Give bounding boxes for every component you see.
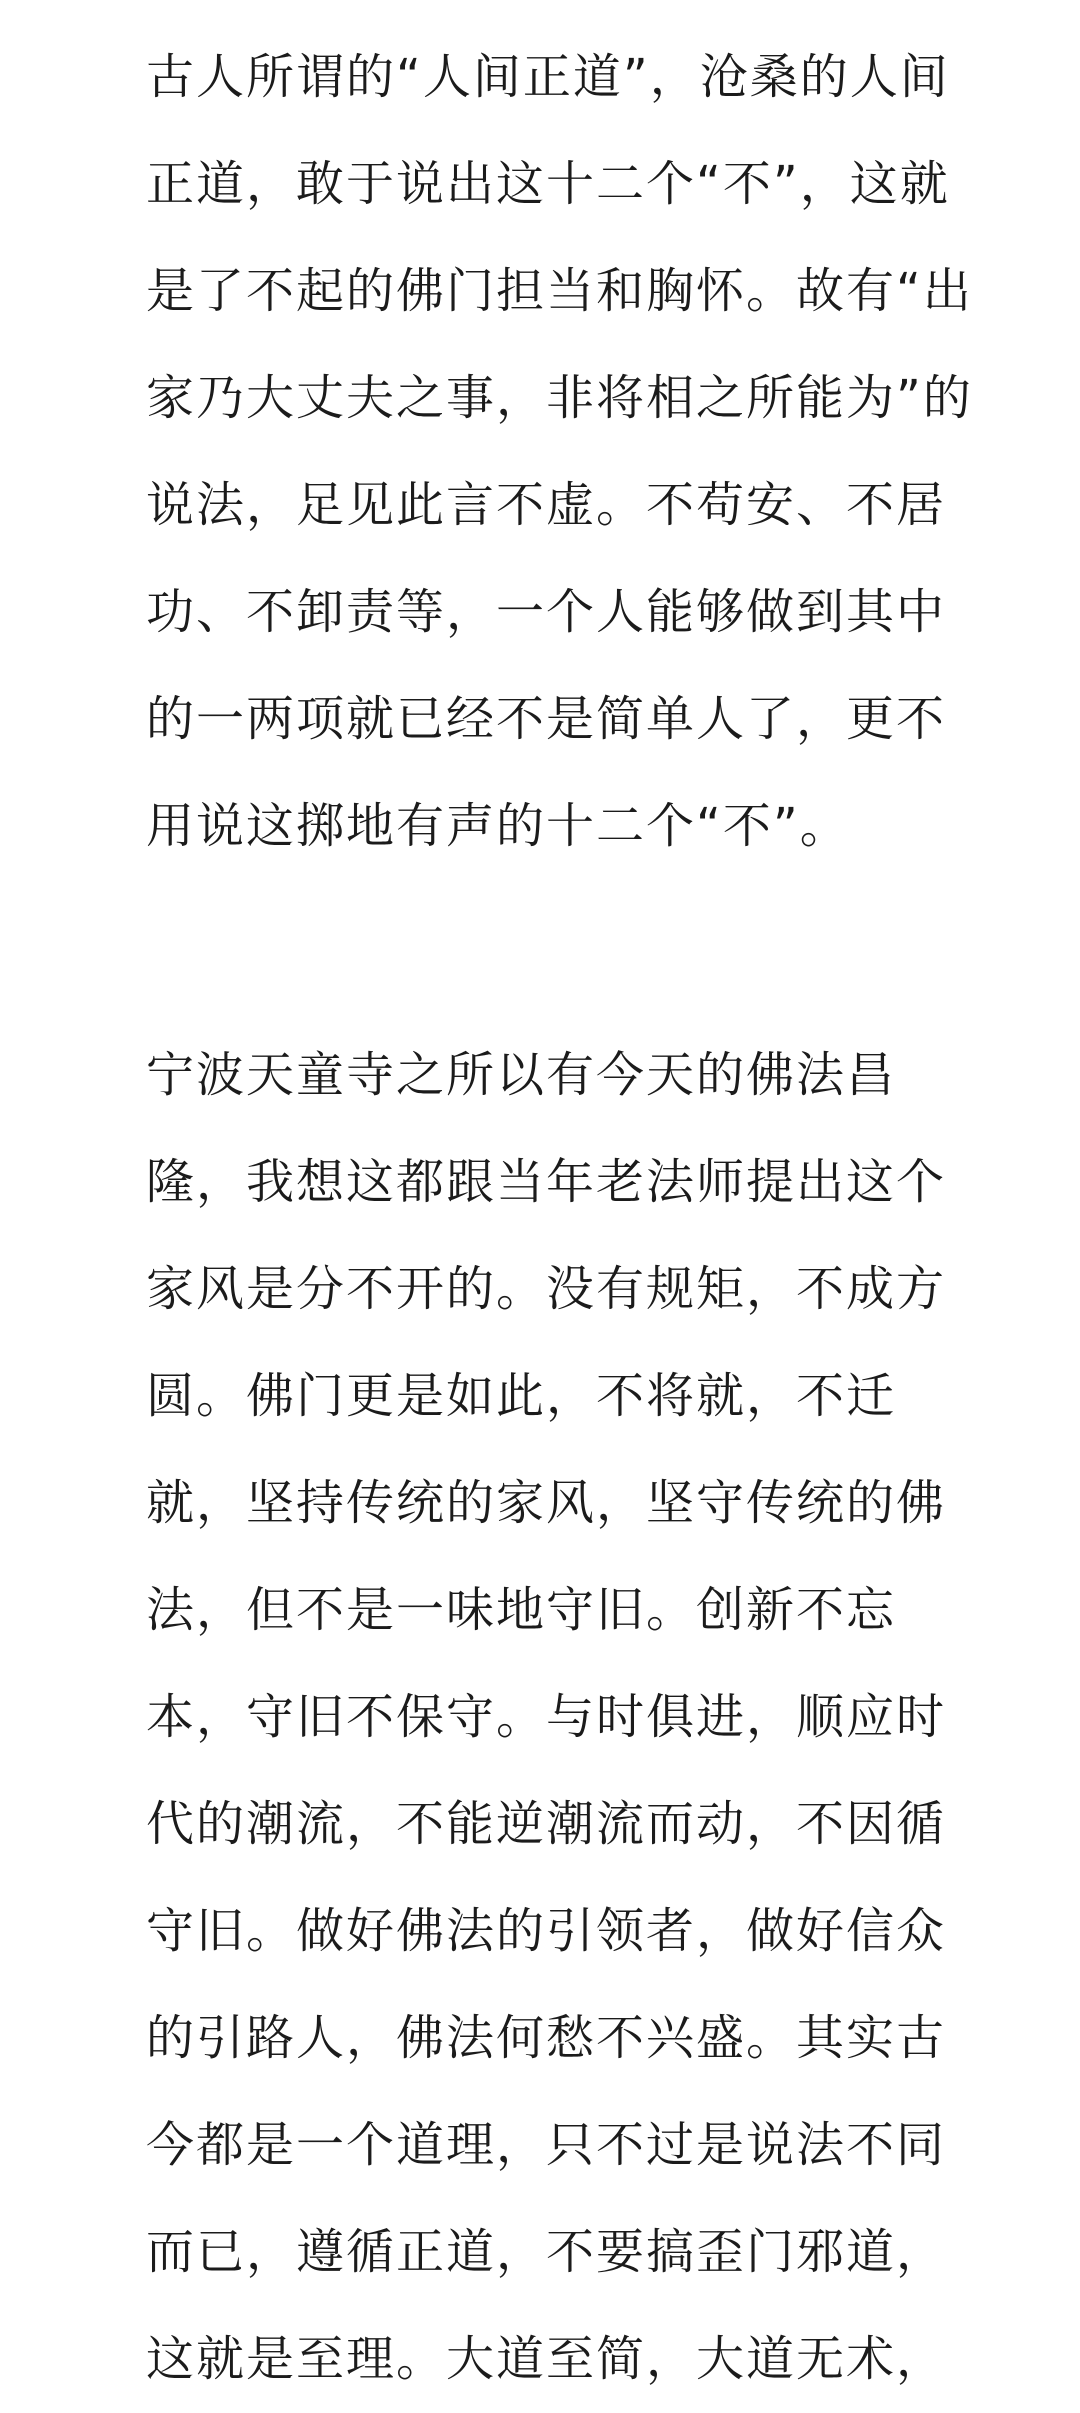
paragraph-2 <box>146 880 946 2413</box>
text-line: 的一两项就已经不是简单人了，更不 <box>146 691 947 747</box>
text-line: 就，坚持传统的家风，坚守传统的佛 <box>146 1475 947 1531</box>
text-line: 的引路人，佛法何愁不兴盛。其实古 <box>146 2010 947 2066</box>
text-line: 用说这掷地有声的十二个“不”。 <box>146 798 850 854</box>
text-line: 正道，敢于说出这十二个“不”，这就 <box>146 156 950 212</box>
text-line: 代的潮流，不能逆潮流而动，不因循 <box>146 1796 947 1852</box>
text-line: 家风是分不开的。没有规矩，不成方 <box>146 1261 947 1317</box>
article-body <box>146 0 973 2413</box>
text-line: 今都是一个道理，只不过是说法不同 <box>146 2117 947 2173</box>
text-line: 法，但不是一味地守旧。创新不忘 <box>146 1582 897 1638</box>
text-line: 守旧。做好佛法的引领者，做好信众 <box>146 1903 947 1959</box>
text-line: 而已，遵循正道，不要搞歪门邪道， <box>146 2224 947 2280</box>
text-line: 隆，我想这都跟当年老法师提出这个 <box>146 1154 947 1210</box>
paragraph-1 <box>146 0 973 880</box>
text-line: 功、不卸责等，一个人能够做到其中 <box>146 584 947 640</box>
text-line: 这就是至理。大道至简，大道无术， <box>146 2331 947 2387</box>
text-line: 古人所谓的“人间正道”，沧桑的人间 <box>146 49 950 105</box>
text-line: 本，守旧不保守。与时俱进，顺应时 <box>146 1689 947 1745</box>
text-line: 家乃大丈夫之事，非将相之所能为”的 <box>146 370 973 426</box>
text-line: 是了不起的佛门担当和胸怀。故有“出 <box>146 263 973 319</box>
text-line: 宁波天童寺之所以有今天的佛法昌 <box>146 1047 897 1103</box>
text-line: 圆。佛门更是如此，不将就，不迁 <box>146 1368 897 1424</box>
text-line: 说法，足见此言不虚。不苟安、不居 <box>146 477 947 533</box>
